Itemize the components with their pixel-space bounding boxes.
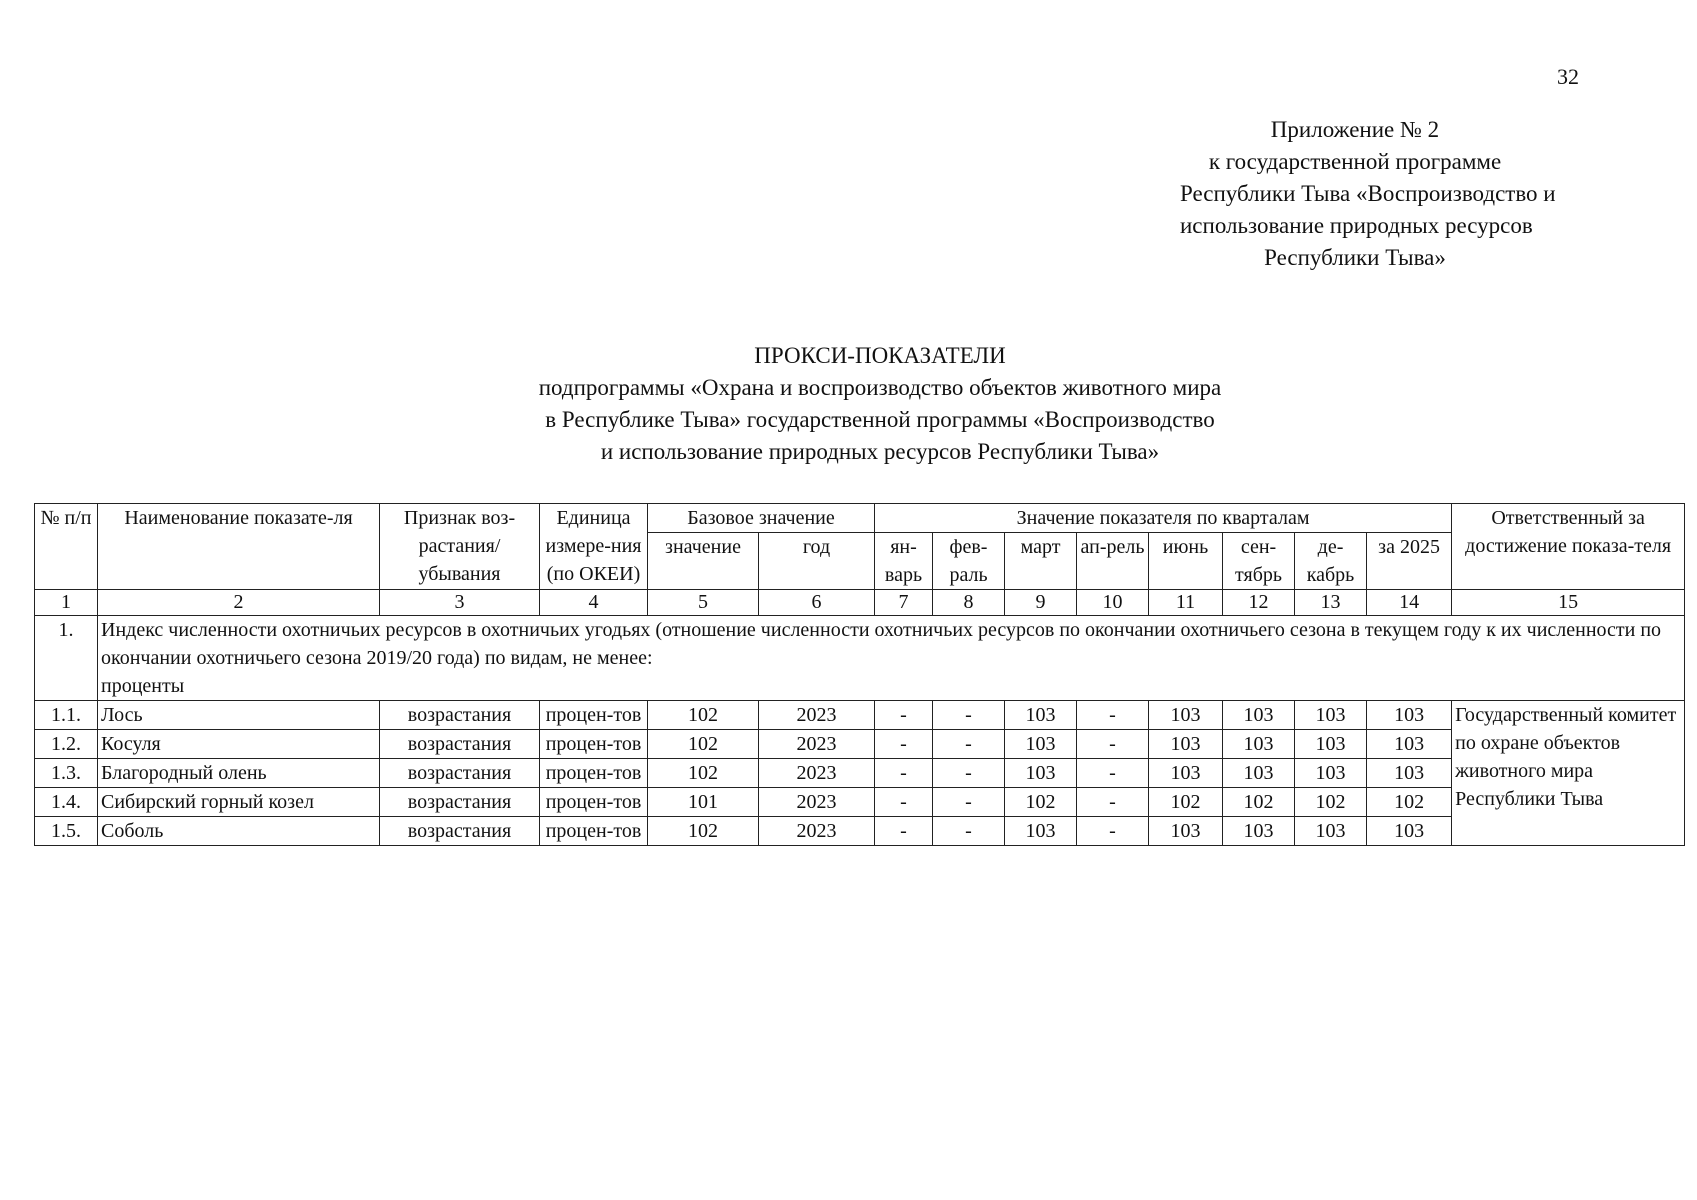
row-value: - [933,701,1005,730]
header-base-year: год [759,533,875,590]
row-value: - [875,701,933,730]
row-value: - [1077,730,1149,759]
row-base-year: 2023 [759,788,875,817]
page-number: 32 [1557,64,1579,89]
column-number: 10 [1077,590,1149,616]
column-number: 1 [35,590,98,616]
column-number: 7 [875,590,933,616]
column-number: 12 [1223,590,1295,616]
row-base-value: 102 [648,817,759,846]
row-base-value: 101 [648,788,759,817]
document-title [330,340,1430,468]
row-sign: возрастания [380,701,540,730]
row-value: - [1077,817,1149,846]
title-line: и использование природных ресурсов Республики Тыва» [600,439,1160,464]
title-line: в Республике Тыва» государственной программы «Воспроизводство [545,407,1215,432]
row-value: 103 [1367,817,1452,846]
row-value: 103 [1223,730,1295,759]
header-name: Наименование показате-ля [98,504,380,590]
row-value: 103 [1295,759,1367,788]
row-value: - [933,730,1005,759]
row-value: 102 [1367,788,1452,817]
header-month: фев-раль [933,533,1005,590]
responsible-cell: Государственный комитет по охране объектов животного мира Республики Тыва [1452,701,1685,846]
row-no: 1.3. [35,759,98,788]
row-sign: возрастания [380,788,540,817]
column-number: 14 [1367,590,1452,616]
row-unit: процен-тов [540,817,648,846]
row-value: 103 [1295,817,1367,846]
row-value: - [875,817,933,846]
appendix-line: Республики Тыва» [1264,245,1446,270]
row-unit: процен-тов [540,759,648,788]
row-sign: возрастания [380,817,540,846]
row-base-value: 102 [648,730,759,759]
row-sign: возрастания [380,759,540,788]
column-number: 13 [1295,590,1367,616]
header-sign: Признак воз-растания/ убывания [380,504,540,590]
section-no: 1. [35,616,98,701]
column-number: 2 [98,590,380,616]
header-unit: Единица измере-ния (по ОКЕИ) [540,504,648,590]
row-value: 103 [1367,701,1452,730]
column-number: 8 [933,590,1005,616]
row-value: 103 [1149,817,1223,846]
section-unit: проценты [101,675,185,697]
row-value: 103 [1005,817,1077,846]
column-number: 11 [1149,590,1223,616]
row-base-year: 2023 [759,817,875,846]
row-sign: возрастания [380,730,540,759]
row-value: - [1077,788,1149,817]
row-value: 103 [1223,817,1295,846]
row-value: - [875,730,933,759]
appendix-block [1180,114,1556,274]
row-value: 102 [1223,788,1295,817]
row-base-value: 102 [648,701,759,730]
section-row [35,616,1685,701]
header-month: ап-рель [1077,533,1149,590]
table-row [35,759,1685,788]
column-number-row [35,590,1685,616]
column-number: 6 [759,590,875,616]
row-name: Благородный олень [98,759,380,788]
row-value: - [875,759,933,788]
table-row [35,701,1685,730]
row-value: 103 [1149,759,1223,788]
header-month: за 2025 [1367,533,1452,590]
header-base: Базовое значение [648,504,875,533]
row-value: 103 [1005,730,1077,759]
row-name: Косуля [98,730,380,759]
row-value: - [1077,759,1149,788]
row-value: 102 [1295,788,1367,817]
row-value: - [933,759,1005,788]
row-unit: процен-тов [540,730,648,759]
row-value: 103 [1005,701,1077,730]
row-value: 103 [1005,759,1077,788]
row-value: 103 [1367,759,1452,788]
appendix-line: использование природных ресурсов [1180,213,1533,238]
row-name: Сибирский горный козел [98,788,380,817]
row-base-year: 2023 [759,759,875,788]
row-no: 1.2. [35,730,98,759]
header-month: сен-тябрь [1223,533,1295,590]
title-line: подпрограммы «Охрана и воспроизводство объектов животного мира [538,375,1222,400]
row-value: 102 [1005,788,1077,817]
column-number: 4 [540,590,648,616]
header-month: де-кабрь [1295,533,1367,590]
table-row [35,788,1685,817]
row-unit: процен-тов [540,701,648,730]
header-row [35,504,1685,533]
column-number: 5 [648,590,759,616]
row-name: Соболь [98,817,380,846]
row-unit: процен-тов [540,788,648,817]
table-row [35,817,1685,846]
row-value: - [1077,701,1149,730]
header-no: № п/п [35,504,98,590]
row-no: 1.5. [35,817,98,846]
appendix-line: Приложение № 2 [1270,117,1440,142]
row-value: - [875,788,933,817]
appendix-line: к государственной программе [1208,149,1502,174]
header-base-value: значение [648,533,759,590]
header-month: июнь [1149,533,1223,590]
row-no: 1.4. [35,788,98,817]
column-number: 15 [1452,590,1685,616]
row-no: 1.1. [35,701,98,730]
row-base-year: 2023 [759,730,875,759]
row-value: 103 [1223,701,1295,730]
header-month: ян-варь [875,533,933,590]
row-name: Лось [98,701,380,730]
row-value: - [933,788,1005,817]
proxy-indicators-table [34,503,1685,846]
row-value: 103 [1223,759,1295,788]
row-value: 102 [1149,788,1223,817]
header-month: март [1005,533,1077,590]
section-text-cell [98,616,1685,701]
header-responsible: Ответственный за достижение показа-теля [1452,504,1685,590]
row-value: - [933,817,1005,846]
table-row [35,730,1685,759]
header-quarters: Значение показателя по кварталам [875,504,1452,533]
column-number: 9 [1005,590,1077,616]
row-value: 103 [1295,701,1367,730]
row-value: 103 [1367,730,1452,759]
section-text: Индекс численности охотничьих ресурсов в охотничьих угодьях (отношение численности охотничьих ресурсов по окончании охотничьего сезона в текущем году к их численности по окончании охотничьего сезона 2019/20 года) по видам, не менее: [101,619,1662,669]
row-value: 103 [1295,730,1367,759]
row-value: 103 [1149,730,1223,759]
row-base-value: 102 [648,759,759,788]
row-value: 103 [1149,701,1223,730]
appendix-line: Республики Тыва «Воспроизводство и [1180,181,1556,206]
row-base-year: 2023 [759,701,875,730]
title-heading: ПРОКСИ-ПОКАЗАТЕЛИ [754,343,1006,368]
column-number: 3 [380,590,540,616]
